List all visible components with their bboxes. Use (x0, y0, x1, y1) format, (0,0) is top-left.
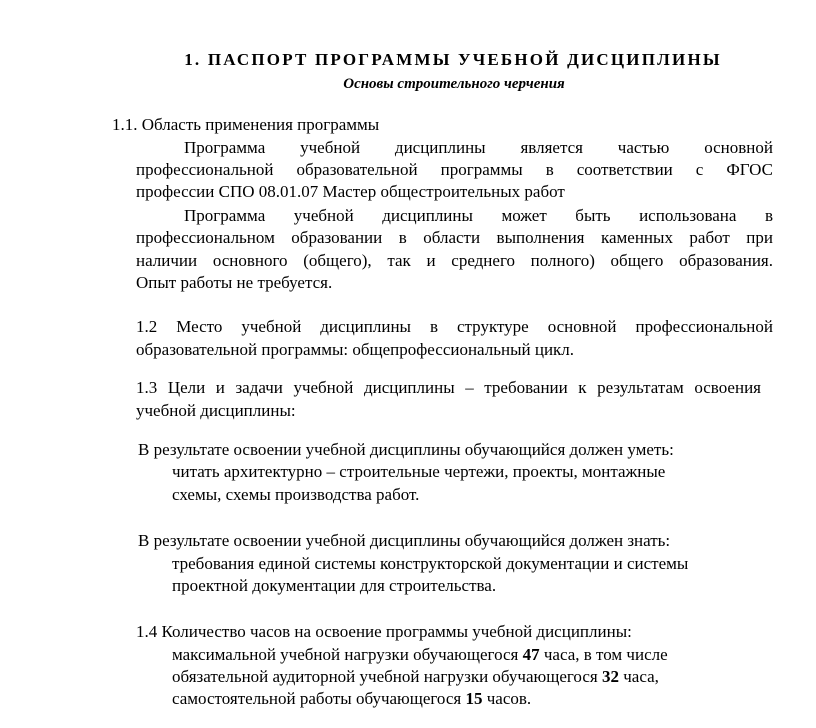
section-1-1-para2-line2: профессиональном образовании в области выполнения каменных работ при (136, 228, 773, 247)
self-study-line (172, 688, 531, 710)
knowledge-item-line2: проектной документации для строительства. (172, 576, 497, 595)
section-1-1-para1-line3: профессии СПО 08.01.07 Мастер общестроительных работ (136, 182, 565, 201)
classroom-load-label: обязательной аудиторной учебной нагрузки обучающегося (172, 667, 602, 686)
skills-item-line1: читать архитектурно – строительные чертежи, проекты, монтажные (172, 462, 666, 481)
section-1-1-para1-line2: профессиональной образовательной программы в соответствии с ФГОС (136, 160, 773, 179)
knowledge-item-line1: требования единой системы конструкторской документации и системы (172, 554, 689, 573)
section-1-3-line2: учебной дисциплины: (136, 401, 296, 420)
section-1-3-line1: 1.3 Цели и задачи учебной дисциплины – требовании к результатам освоения (136, 378, 761, 397)
section-1-1-title: 1.1. Область применения программы (112, 115, 380, 134)
classroom-load-hours: 32 (601, 667, 619, 686)
max-load-line (172, 644, 668, 666)
max-load-hours: 47 (522, 645, 540, 664)
document-title: 1. ПАСПОРТ ПРОГРАММЫ УЧЕБНОЙ ДИСЦИПЛИНЫ (184, 50, 722, 69)
section-1-4-title: 1.4 Количество часов на освоение программы учебной дисциплины: (136, 622, 632, 641)
section-1-1-para1-line1: Программа учебной дисциплины является частью основной (184, 138, 773, 157)
self-study-hours: 15 (465, 689, 483, 708)
self-study-suffix: часов. (482, 689, 532, 708)
max-load-suffix: часа, в том числе (539, 645, 668, 664)
classroom-load-suffix: часа, (618, 667, 659, 686)
skills-item-line2: схемы, схемы производства работ. (172, 485, 420, 504)
section-1-2-line2: образовательной программы: общепрофессиональный цикл. (136, 340, 575, 359)
section-1-2-line1: 1.2 Место учебной дисциплины в структуре основной профессиональной (136, 317, 773, 336)
self-study-label: самостоятельной работы обучающегося (172, 689, 466, 708)
discipline-name: Основы строительного черчения (343, 76, 565, 92)
section-1-1-para2-line3: наличии основного (общего), так и среднего полного) общего образования. (136, 251, 773, 270)
section-1-1-para2-line1: Программа учебной дисциплины может быть использована в (184, 206, 773, 225)
classroom-load-line (172, 666, 659, 688)
knowledge-intro: В результате освоении учебной дисциплины обучающийся должен знать: (138, 531, 671, 550)
skills-intro: В результате освоении учебной дисциплины обучающийся должен уметь: (138, 440, 674, 459)
section-1-1-para2-line4: Опыт работы не требуется. (136, 273, 333, 292)
max-load-label: максимальной учебной нагрузки обучающегося (172, 645, 523, 664)
